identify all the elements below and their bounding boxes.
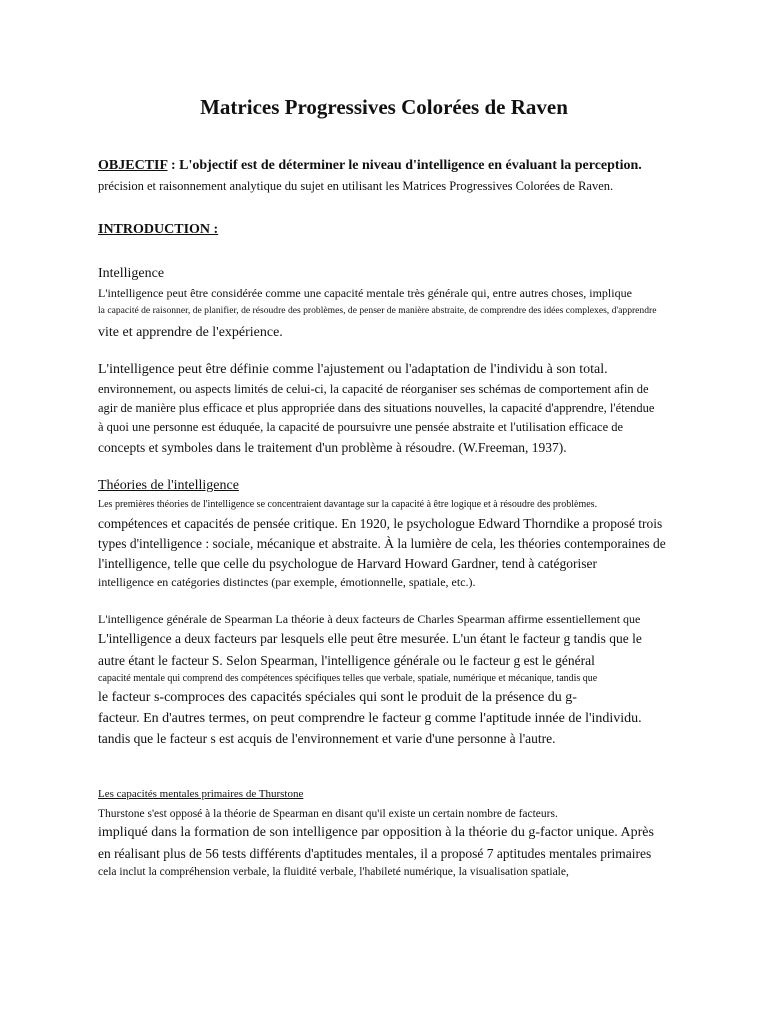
objective-text: L'objectif est de déterminer le niveau d'intelligence en évaluant la perception. <box>179 158 642 173</box>
intelligence-para2-line: environnement, ou aspects limités de celui-ci, la capacité de réorganiser ses schémas de comportement afin de <box>98 382 649 396</box>
introduction-heading: INTRODUCTION : <box>98 222 219 237</box>
objective-label: OBJECTIF <box>98 158 168 173</box>
theories-para2-line: le facteur s-comproces des capacités spéciales qui sont le produit de la présence du g- <box>98 690 577 705</box>
intelligence-para2-line: concepts et symboles dans le traitement d'un problème à résoudre. (W.Freeman, 1937). <box>98 440 567 455</box>
document-title: Matrices Progressives Colorées de Raven <box>200 95 568 119</box>
objective-line-2: précision et raisonnement analytique du sujet en utilisant les Matrices Progressives Colorées de Raven. <box>98 179 614 193</box>
intelligence-para2-line: L'intelligence peut être définie comme l'ajustement ou l'adaptation de l'individu à son total. <box>98 362 608 377</box>
theories-para1-line: types d'intelligence : sociale, mécanique et abstraite. À la lumière de cela, les théories contemporaines de <box>98 536 666 551</box>
theories-para2-line: L'intelligence a deux facteurs par lesquels elle peut être mesurée. L'un étant le facteur g tandis que le <box>98 631 642 646</box>
theories-para2-line: tandis que le facteur s est acquis de l'environnement et varie d'une personne à l'autre. <box>98 731 556 746</box>
objective-line <box>98 158 642 174</box>
theories-para1-line: compétences et capacités de pensée critique. En 1920, le psychologue Edward Thorndike a proposé trois <box>98 516 663 531</box>
theories-para2-line: autre étant le facteur S. Selon Spearman, l'intelligence générale ou le facteur g est le général <box>98 653 595 668</box>
theories-para2-line: capacité mentale qui comprend des compétences spécifiques telles que verbale, spatiale, numérique et mécanique, tandis que <box>98 673 598 684</box>
intelligence-para2-line: à quoi une personne est éduquée, la capacité de poursuivre une pensée abstraite et l'utilisation efficace de <box>98 420 624 434</box>
thurstone-heading: Les capacités mentales primaires de Thurstone <box>98 788 304 800</box>
intelligence-para1-line: vite et apprendre de l'expérience. <box>98 325 283 340</box>
intelligence-para2-line: agir de manière plus efficace et plus appropriée dans des situations nouvelles, la capacité d'apprendre, l'étendue <box>98 401 655 415</box>
objective-sep: : <box>167 158 180 173</box>
intelligence-heading: Intelligence <box>98 266 165 281</box>
theories-heading: Théories de l'intelligence <box>98 478 239 493</box>
thurstone-para-line: cela inclut la compréhension verbale, la fluidité verbale, l'habileté numérique, la visualisation spatiale, <box>98 866 569 878</box>
theories-para2-line: L'intelligence générale de Spearman La théorie à deux facteurs de Charles Spearman affirme essentiellement que <box>98 612 641 626</box>
theories-para1-line: intelligence en catégories distinctes (par exemple, émotionnelle, spatiale, etc.). <box>98 575 476 589</box>
thurstone-para-line: impliqué dans la formation de son intelligence par opposition à la théorie du g-factor unique. Après <box>98 825 654 840</box>
intelligence-para1-line: L'intelligence peut être considérée comme une capacité mentale très générale qui, entre autres choses, implique <box>98 286 632 300</box>
theories-para2-line: facteur. En d'autres termes, on peut comprendre le facteur g comme l'aptitude innée de l'individu. <box>98 711 642 726</box>
thurstone-para-line: en réalisant plus de 56 tests différents d'aptitudes mentales, il a proposé 7 aptitudes mentales primaires <box>98 846 652 861</box>
theories-para1-line: Les premières théories de l'intelligence se concentraient davantage sur la capacité à être logique et à résoudre des problèmes. <box>98 499 598 510</box>
thurstone-para-line: Thurstone s'est opposé à la théorie de Spearman en disant qu'il existe un certain nombre de facteurs. <box>98 808 558 820</box>
theories-para1-line: l'intelligence, telle que celle du psychologue de Harvard Howard Gardner, tend à catégoriser <box>98 556 597 571</box>
intelligence-para1-line: la capacité de raisonner, de planifier, de résoudre des problèmes, de penser de manière abstraite, de comprendre des idées complexes, d'apprendre <box>98 305 657 316</box>
